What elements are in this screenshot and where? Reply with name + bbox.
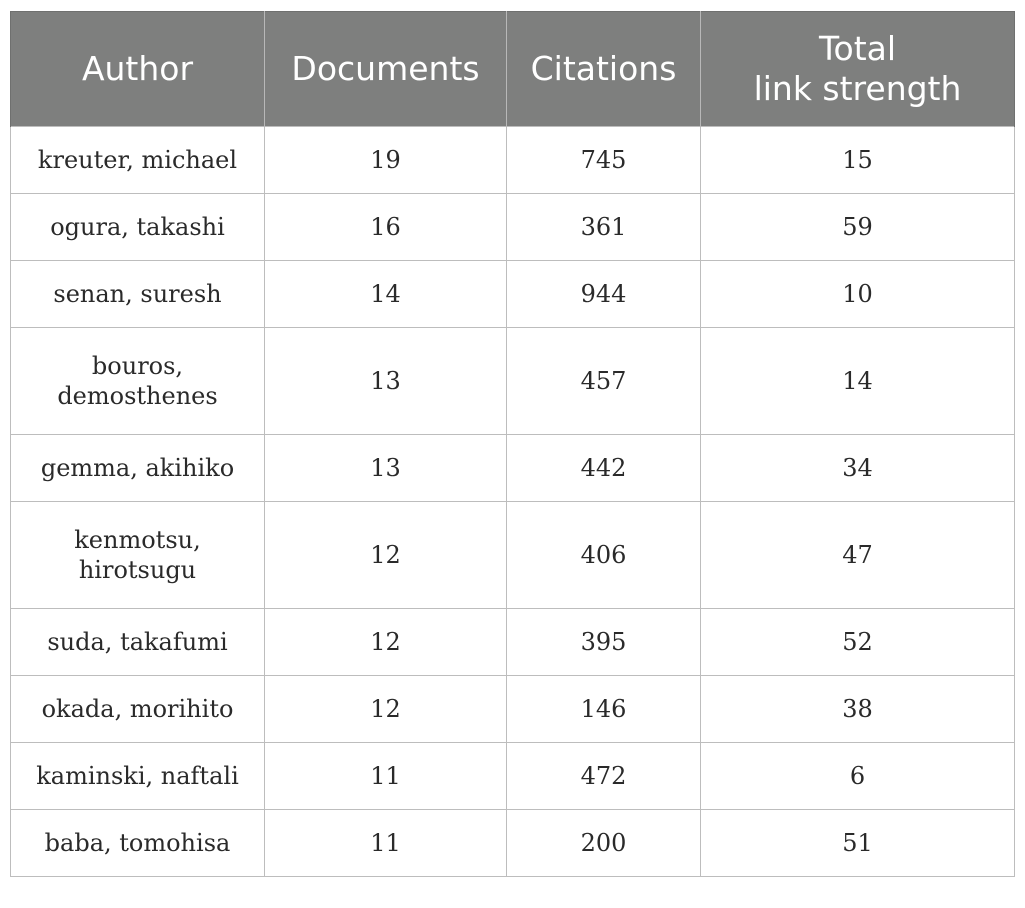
cell-author bbox=[11, 194, 265, 261]
author-name: baba, tomohisa bbox=[44, 829, 231, 857]
cell-author bbox=[11, 435, 265, 502]
cell-documents: 13 bbox=[265, 435, 507, 502]
author-name: gemma, akihiko bbox=[40, 454, 235, 482]
table-row bbox=[11, 328, 1015, 435]
cell-documents: 14 bbox=[265, 261, 507, 328]
header-total-link-strength bbox=[701, 12, 1015, 127]
cell-author bbox=[11, 261, 265, 328]
cell-documents: 12 bbox=[265, 676, 507, 743]
table-body bbox=[11, 127, 1015, 877]
table-header bbox=[11, 12, 1015, 127]
header-citations: Citations bbox=[507, 12, 701, 127]
cell-documents: 12 bbox=[265, 502, 507, 609]
cell-documents: 12 bbox=[265, 609, 507, 676]
author-name: bouros, demosthenes bbox=[57, 352, 218, 410]
cell-citations: 745 bbox=[507, 127, 701, 194]
table-row bbox=[11, 810, 1015, 877]
cell-citations: 406 bbox=[507, 502, 701, 609]
cell-documents: 11 bbox=[265, 743, 507, 810]
cell-total-link-strength: 6 bbox=[701, 743, 1015, 810]
cell-documents: 16 bbox=[265, 194, 507, 261]
cell-author bbox=[11, 676, 265, 743]
cell-author bbox=[11, 609, 265, 676]
cell-documents: 19 bbox=[265, 127, 507, 194]
author-name: kenmotsu, hirotsugu bbox=[74, 526, 201, 584]
author-name: okada, morihito bbox=[41, 695, 234, 723]
table-row bbox=[11, 609, 1015, 676]
cell-citations: 361 bbox=[507, 194, 701, 261]
table-row bbox=[11, 502, 1015, 609]
header-documents: Documents bbox=[265, 12, 507, 127]
cell-total-link-strength: 51 bbox=[701, 810, 1015, 877]
cell-documents: 11 bbox=[265, 810, 507, 877]
author-name: ogura, takashi bbox=[50, 213, 225, 241]
cell-total-link-strength: 34 bbox=[701, 435, 1015, 502]
cell-total-link-strength: 47 bbox=[701, 502, 1015, 609]
author-name: kaminski, naftali bbox=[36, 762, 239, 790]
table-row bbox=[11, 127, 1015, 194]
cell-citations: 146 bbox=[507, 676, 701, 743]
cell-total-link-strength: 14 bbox=[701, 328, 1015, 435]
author-name: suda, takafumi bbox=[47, 628, 228, 656]
author-name: senan, suresh bbox=[53, 280, 222, 308]
table-row bbox=[11, 743, 1015, 810]
table-row bbox=[11, 261, 1015, 328]
cell-total-link-strength: 52 bbox=[701, 609, 1015, 676]
cell-documents: 13 bbox=[265, 328, 507, 435]
header-row bbox=[11, 12, 1015, 127]
author-name: kreuter, michael bbox=[37, 146, 238, 174]
cell-citations: 944 bbox=[507, 261, 701, 328]
table-row bbox=[11, 194, 1015, 261]
cell-citations: 472 bbox=[507, 743, 701, 810]
author-table bbox=[10, 11, 1015, 877]
table-row bbox=[11, 676, 1015, 743]
table-row bbox=[11, 435, 1015, 502]
cell-author bbox=[11, 127, 265, 194]
cell-total-link-strength: 38 bbox=[701, 676, 1015, 743]
header-total-link-strength-line1: Total bbox=[818, 29, 897, 68]
header-total-link-strength-line2: link strength bbox=[753, 69, 962, 108]
cell-total-link-strength: 59 bbox=[701, 194, 1015, 261]
cell-author bbox=[11, 743, 265, 810]
cell-total-link-strength: 15 bbox=[701, 127, 1015, 194]
cell-citations: 395 bbox=[507, 609, 701, 676]
cell-citations: 457 bbox=[507, 328, 701, 435]
cell-citations: 442 bbox=[507, 435, 701, 502]
cell-total-link-strength: 10 bbox=[701, 261, 1015, 328]
cell-author bbox=[11, 328, 265, 435]
header-author: Author bbox=[11, 12, 265, 127]
cell-author bbox=[11, 810, 265, 877]
author-table-container bbox=[10, 11, 1014, 877]
cell-citations: 200 bbox=[507, 810, 701, 877]
cell-author bbox=[11, 502, 265, 609]
